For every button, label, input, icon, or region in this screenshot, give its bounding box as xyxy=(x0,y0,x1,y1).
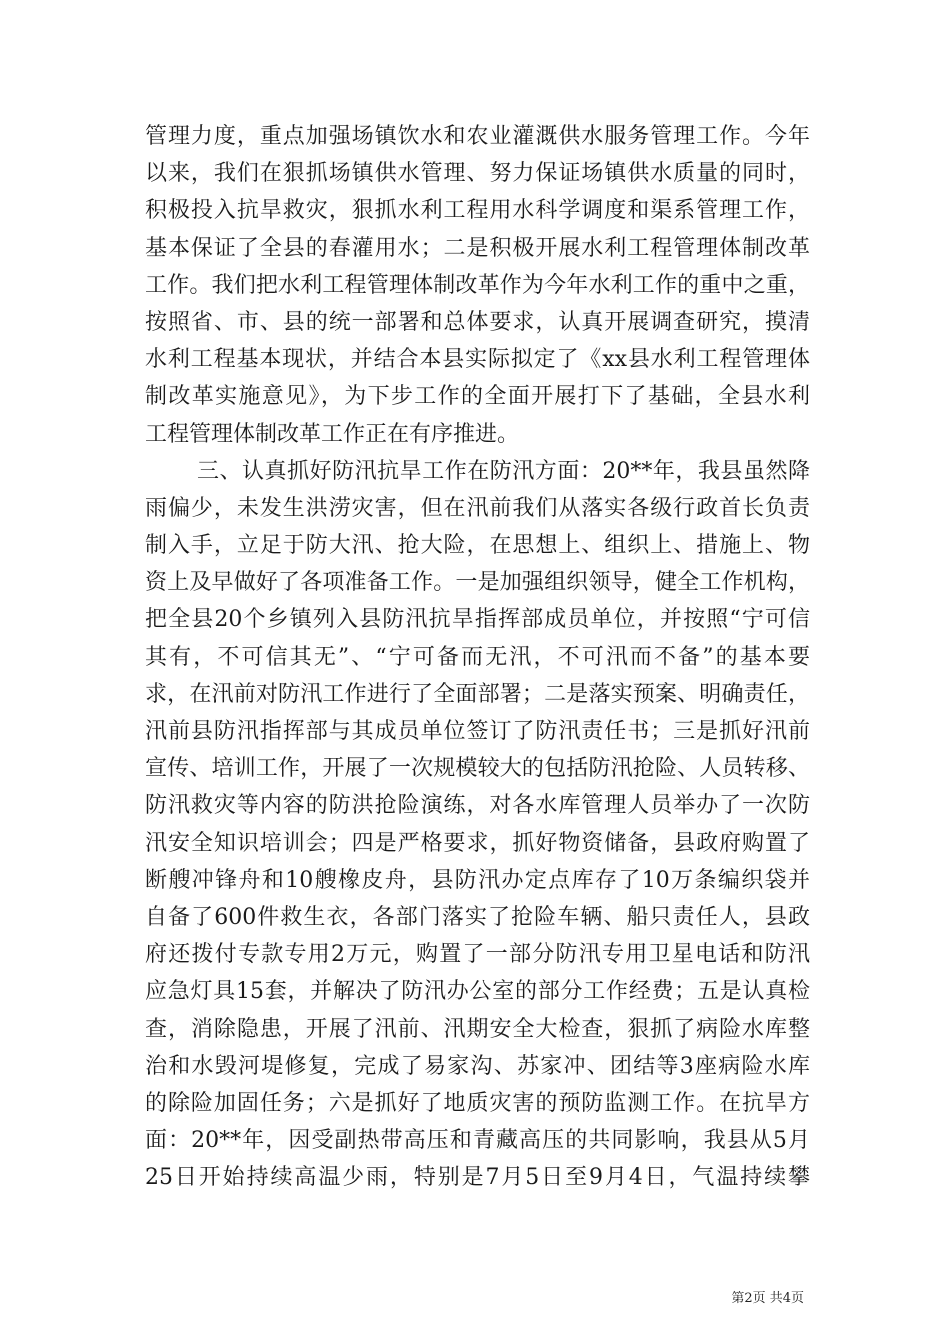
text-line: 雨偏少，未发生洪涝灾害，但在汛前我们从落实各级行政首长负责 xyxy=(145,495,810,521)
text-line: 三、认真抓好防汛抗旱工作在防汛方面：20**年，我县虽然降 xyxy=(197,458,810,484)
text-line: 基本保证了全县的春灌用水；二是积极开展水利工程管理体制改革 xyxy=(145,235,810,261)
text-line: 资上及早做好了各项准备工作。一是加强组织领导，健全工作机构， xyxy=(145,570,810,596)
text-line: 断艘冲锋舟和10艘橡皮舟，县防汛办定点库存了10万条编织袋并 xyxy=(145,867,810,893)
text-line: 自备了600件救生衣，各部门落实了抢险车辆、船只责任人，县政 xyxy=(145,904,810,930)
text-line: 的除险加固任务；六是抓好了地质灾害的预防监测工作。在抗旱方 xyxy=(145,1090,810,1116)
text-line: 水利工程基本现状，并结合本县实际拟定了《xx县水利工程管理体 xyxy=(145,347,810,373)
paragraph xyxy=(145,453,810,1197)
text-line: 应急灯具15套，并解决了防汛办公室的部分工作经费；五是认真检 xyxy=(145,979,810,1005)
text-line: 把全县20个乡镇列入县防汛抗旱指挥部成员单位，并按照“宁可信 xyxy=(145,607,810,633)
text-line: 府还拨付专款专用2万元，购置了一部分防汛专用卫星电话和防汛 xyxy=(145,942,810,968)
text-line: 制入手，立足于防大汛、抢大险，在思想上、组织上、措施上、物 xyxy=(145,533,810,559)
text-line: 工作。我们把水利工程管理体制改革作为今年水利工作的重中之重， xyxy=(145,272,810,298)
text-line: 管理力度，重点加强场镇饮水和农业灌溉供水服务管理工作。今年 xyxy=(145,124,810,149)
text-line: 治和水毁河堤修复，完成了易家沟、苏家冲、团结等3座病险水库 xyxy=(145,1053,810,1079)
page-number-footer: 第2页 共4页 xyxy=(731,1291,804,1306)
text-line: 汛安全知识培训会；四是严格要求，抓好物资储备，县政府购置了 xyxy=(145,830,810,856)
text-line: 查，消除隐患，开展了汛前、汛期安全大检查，狠抓了病险水库整 xyxy=(145,1016,810,1042)
text-line: 制改革实施意见》，为下步工作的全面开展打下了基础，全县水利 xyxy=(145,384,810,410)
text-line: 积极投入抗旱救灾，狠抓水利工程用水科学调度和渠系管理工作， xyxy=(145,198,810,224)
text-line: 25日开始持续高温少雨，特别是7月5日至9月4日，气温持续攀 xyxy=(145,1165,810,1191)
text-line: 按照省、市、县的统一部署和总体要求，认真开展调查研究，摸清 xyxy=(145,309,810,335)
text-line: 面：20**年，因受副热带高压和青藏高压的共同影响，我县从5月 xyxy=(145,1128,810,1154)
paragraph xyxy=(145,118,810,453)
text-line: 求，在汛前对防汛工作进行了全面部署；二是落实预案、明确责任， xyxy=(145,681,810,707)
text-line: 以来，我们在狠抓场镇供水管理、努力保证场镇供水质量的同时， xyxy=(145,161,810,187)
body-text xyxy=(145,118,810,1196)
text-line: 其有，不可信其无”、“宁可备而无汛，不可汛而不备”的基本要 xyxy=(145,644,810,670)
text-line: 宣传、培训工作，开展了一次规模较大的包括防汛抢险、人员转移、 xyxy=(145,756,810,782)
text-line: 防汛救灾等内容的防洪抢险演练，对各水库管理人员举办了一次防 xyxy=(145,793,810,819)
text-line: 汛前县防汛指挥部与其成员单位签订了防汛责任书；三是抓好汛前 xyxy=(145,719,810,744)
text-line: 工程管理体制改革工作正在有序推进。 xyxy=(145,421,520,447)
